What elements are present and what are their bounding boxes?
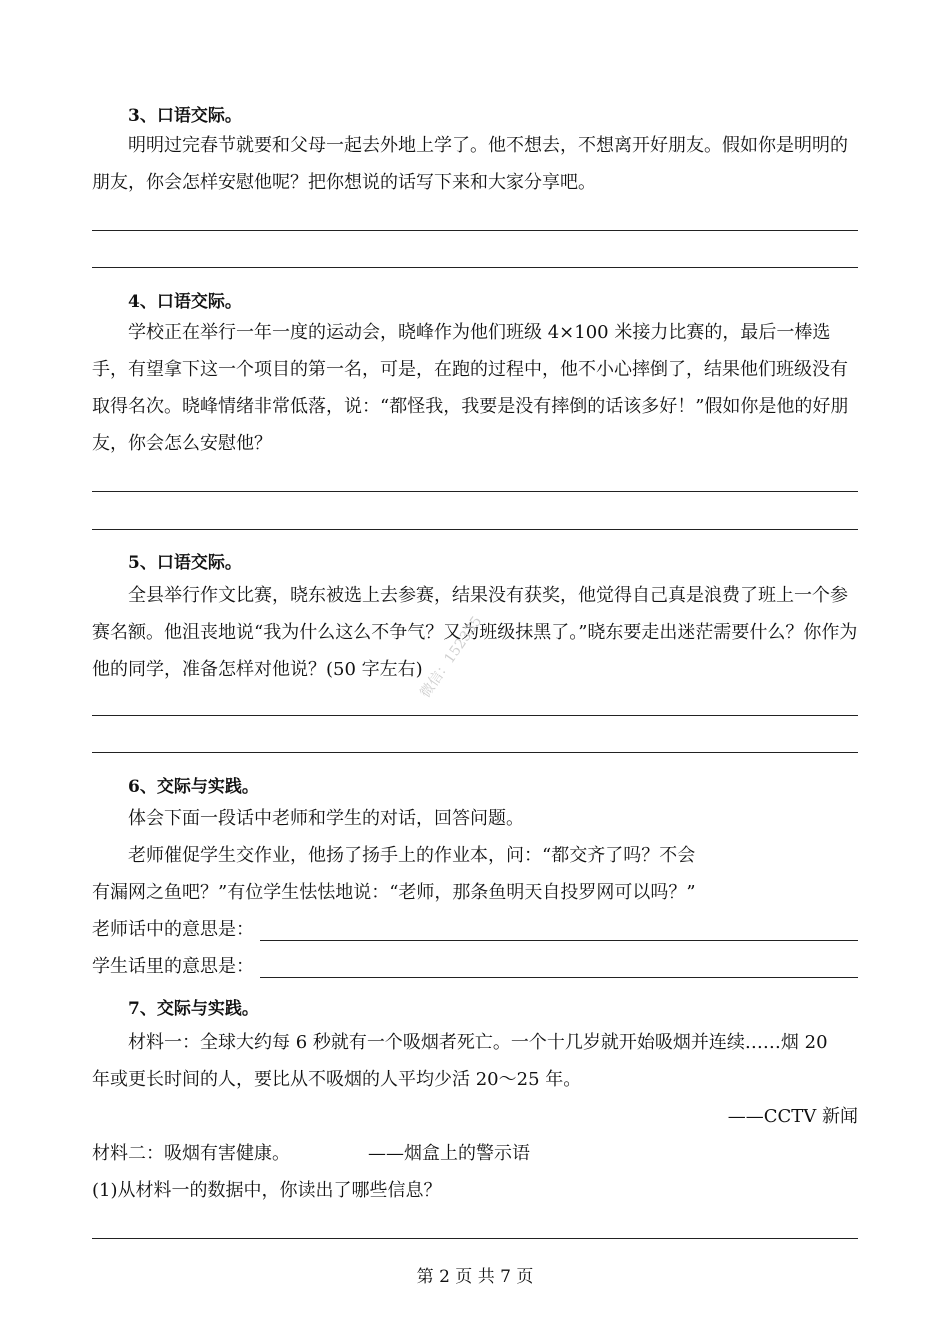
q4-text: 学校正在举行一年一度的运动会，晓峰作为他们班级 4×100 米接力比赛的，最后一棒选手，有望拿下这一个项目的第一名，可是，在跑的过程中，他不小心摔倒了，结果他们班级没有取得名次。晓峰情绪非常低落，说：“都怪我，我要是没有摔倒的话该多好！”假如你是他的好朋友，你会怎么安慰他？	[92, 322, 849, 454]
q5-answer-line-1[interactable]	[92, 715, 858, 716]
q7-answer-line-1[interactable]	[92, 1238, 858, 1239]
q7-heading: 7、交际与实践。	[128, 999, 259, 1019]
q4-answer-line-2[interactable]	[92, 529, 858, 530]
q7-material1-line-2: 年或更长时间的人，要比从不吸烟的人平均少活 20～25 年。	[92, 1069, 582, 1090]
q6-intro: 体会下面一段话中老师和学生的对话，回答问题。	[128, 808, 524, 829]
page-footer: 第 2 页 共 7 页	[416, 1267, 534, 1287]
q3-text: 明明过完春节就要和父母一起去外地上学了。他不想去，不想离开好朋友。假如你是明明的朋友，你会怎样安慰他呢？把你想说的话写下来和大家分享吧。	[92, 135, 848, 193]
q7-material2-source: ——烟盒上的警示语	[368, 1143, 530, 1164]
q6-heading: 6、交际与实践。	[128, 777, 259, 797]
q6-dialog-line-1: 老师催促学生交作业，他扬了扬手上的作业本，问：“都交齐了吗？不会	[128, 845, 696, 866]
q3-answer-line-1[interactable]	[92, 230, 858, 231]
q7-material1-line-1: 材料一：全球大约每 6 秒就有一个吸烟者死亡。一个十几岁就开始吸烟并连续……烟 20	[128, 1032, 828, 1053]
q5-answer-line-2[interactable]	[92, 752, 858, 753]
q6-blank2-line[interactable]	[260, 977, 858, 978]
q3-answer-line-2[interactable]	[92, 267, 858, 268]
q6-dialog-line-2: 有漏网之鱼吧？”有位学生怯怯地说：“老师，那条鱼明天自投罗网可以吗？”	[92, 882, 696, 903]
watermark: 微信：152335	[417, 613, 486, 701]
q5-heading: 5、口语交际。	[128, 553, 242, 573]
q4-heading: 4、口语交际。	[128, 292, 242, 312]
q3-heading: 3、口语交际。	[128, 106, 242, 126]
q7-subquestion-1: (1)从材料一的数据中，你读出了哪些信息？	[92, 1180, 442, 1201]
q6-blank1-label: 老师话中的意思是：	[92, 919, 254, 940]
q4-answer-line-1[interactable]	[92, 491, 858, 492]
q5-text: 全县举行作文比赛，晓东被选上去参赛，结果没有获奖，他觉得自己真是浪费了班上一个参赛名额。他沮丧地说“我为什么这么不争气？又为班级抹黑了。”晓东要走出迷茫需要什么？你作为他的同学，准备怎样对他说？(50 字左右)	[92, 585, 858, 680]
q7-material1-source: ——CCTV 新闻	[727, 1106, 858, 1127]
q6-blank1-line[interactable]	[260, 940, 858, 941]
q7-material2: 材料二：吸烟有害健康。	[92, 1143, 290, 1164]
q6-blank2-label: 学生话里的意思是：	[92, 956, 254, 977]
